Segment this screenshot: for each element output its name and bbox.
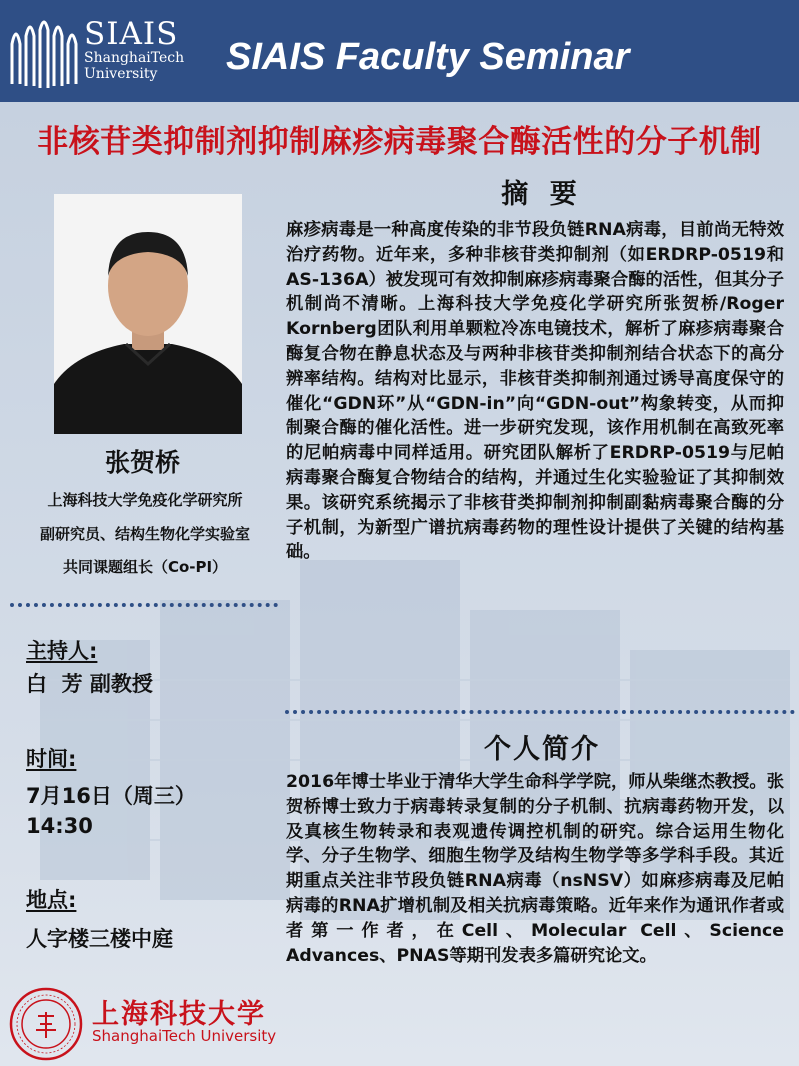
siais-logo-text (84, 18, 184, 82)
header-bar (0, 0, 799, 102)
venue-label (26, 884, 76, 914)
time-date: 7月16日（周三） (26, 784, 196, 808)
right-divider (285, 710, 795, 714)
university-name-en: ShanghaiTech University (92, 1027, 277, 1045)
bio-text: 2016年博士毕业于清华大学生命科学学院，师从柴继杰教授。张贺桥博士致力于病毒转录复制的分子机制、抗病毒药物开发，以及真核生物转录和表观遗传调控机制的研究。综合运用生物化学、分子生物学、细胞生物学及结构生物学等多学科手段。其近期重点关注非节段负链RNA病毒（nsNSV）如麻疹病毒及尼帕病毒的RNA扩增机制及相关抗病毒策略。近年来作为通讯作者或者第一作者，在Cell、Molecular Cell、Science Advances、PNAS等期刊发表多篇研究论文。 (286, 772, 784, 966)
logo-sub-university: University (84, 66, 158, 82)
speaker-portrait-icon (54, 194, 242, 434)
logo-siais: SIAIS (84, 16, 179, 52)
abstract-heading: 摘 要 (501, 179, 583, 210)
speaker-photo (54, 194, 242, 434)
host-label-text: 主持人: (26, 639, 98, 663)
host-value: 白 芳 副教授 (26, 672, 153, 696)
left-divider (10, 603, 278, 607)
venue-value: 人字楼三楼中庭 (26, 927, 173, 951)
siais-logo-icon (6, 14, 78, 92)
abstract-text: 麻疹病毒是一种高度传染的非节段负链RNA病毒，目前尚无特效治疗药物。近年来，多种非核苷类抑制剂（如ERDRP-0519和AS-136A）被发现可有效抑制麻疹病毒聚合酶的活性，但其分子机制尚不清晰。上海科技大学免疫化学研究所张贺桥/Roger Kornberg团队利用单颗粒冷冻电镜技术，解析了麻疹病毒聚合酶复合物在静息状态及与两种非核苷类抑制剂结合状态下的高分辨率结构。结构对比显示，非核苷类抑制剂通过诱导高度保守的催化“GDN环”从“GDN-in”向“GDN-out”构象转变，从而抑制聚合酶的催化活性。进一步研究发现，该作用机制在高致死率的尼帕病毒中同样适用。研究团队解析了ERDRP-0519与尼帕病毒聚合酶复合物结合的结构，并通过生化实验验证了其抑制效果。该研究系统揭示了非核苷类抑制剂抑制副黏病毒聚合酶的分子机制，为新型广谱抗病毒药物的理性设计提供了关键的结构基础。 (286, 220, 784, 563)
talk-title: 非核苷类抑制剂抑制麻疹病毒聚合酶活性的分子机制 (37, 124, 762, 160)
time-label-text: 时间: (26, 747, 77, 771)
seminar-title: SIAIS Faculty Seminar (226, 36, 630, 78)
speaker-affiliation-line: 上海科技大学免疫化学研究所 (47, 491, 243, 509)
speaker-affiliation-line: 共同课题组长（Co-PI） (62, 558, 228, 576)
university-name-cn: 上海科技大学 (92, 999, 266, 1030)
logo-sub-shanghaitech: ShanghaiTech (84, 50, 185, 66)
time-label (26, 743, 76, 773)
bio-heading: 个人简介 (484, 734, 600, 765)
time-clock: 14:30 (26, 814, 93, 838)
shanghaitech-seal-icon (8, 986, 84, 1062)
host-label (26, 635, 97, 665)
speaker-name: 张贺桥 (104, 448, 180, 477)
venue-label-text: 地点: (26, 888, 77, 912)
speaker-affiliation-line: 副研究员、结构生物化学实验室 (39, 525, 250, 543)
